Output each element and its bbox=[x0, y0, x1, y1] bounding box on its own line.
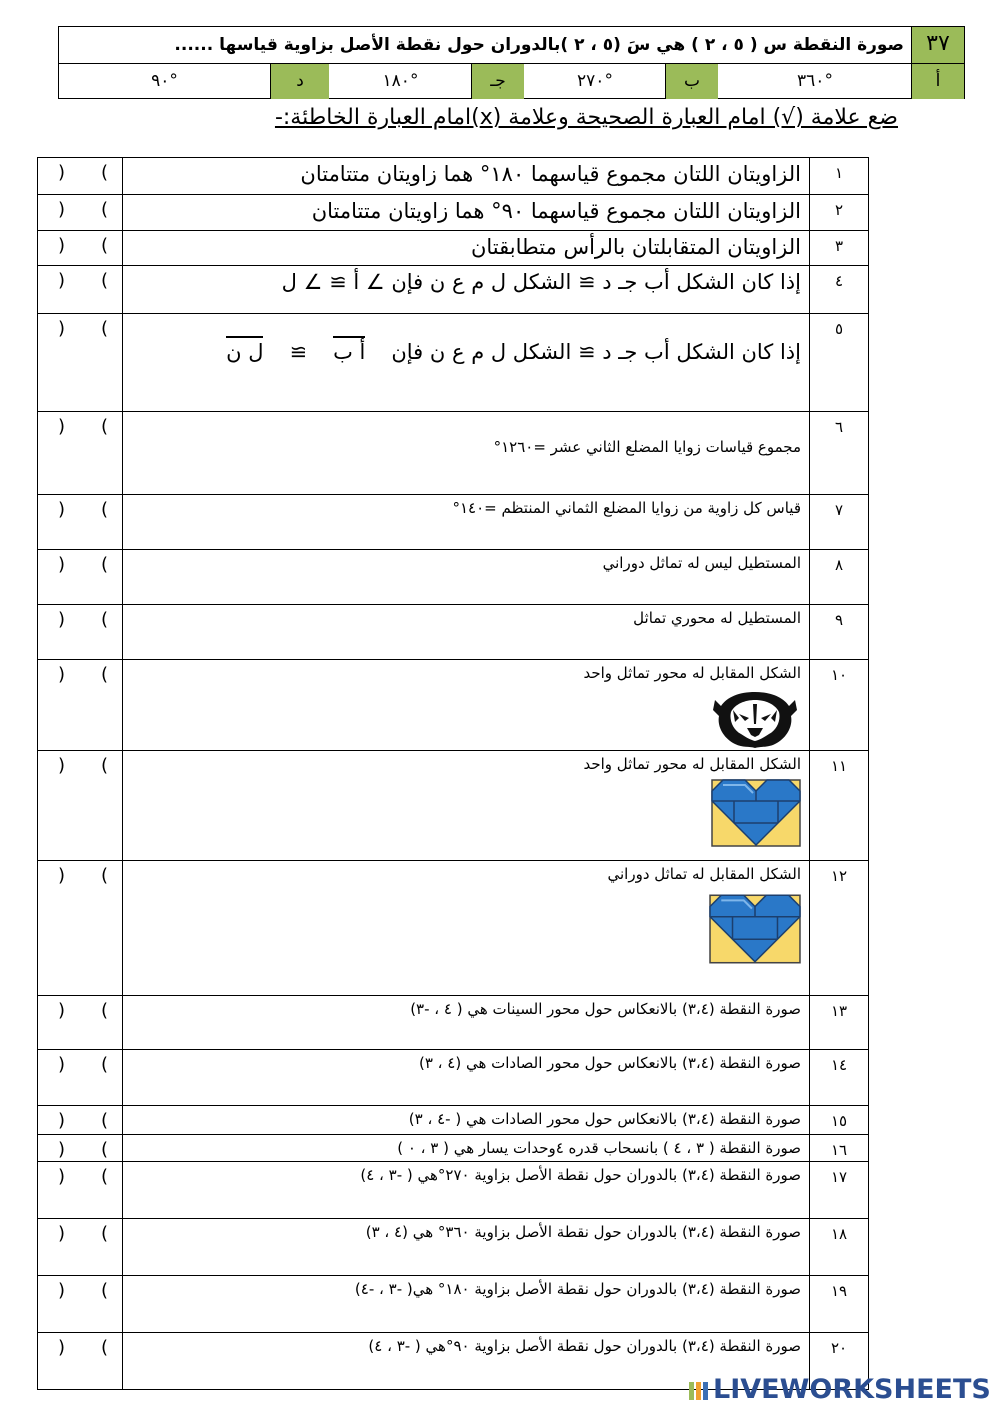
answer-paren-close: ) bbox=[100, 609, 108, 630]
statement-text-main: مجموع قياسات زوايا المضلع الثاني عشر =١٢٦٠° bbox=[493, 438, 801, 456]
answer-paren-open: ( bbox=[58, 162, 66, 183]
mcq-option-c-letter[interactable]: جـ bbox=[471, 64, 524, 99]
statement-text bbox=[123, 1219, 810, 1276]
statement-row bbox=[38, 550, 869, 605]
statement-text-main: صورة النقطة (٣،٤) بالدوران حول نقطة الأصل بزاوية ١٨٠° هي( -٣ ، -٤) bbox=[354, 1280, 801, 1298]
segment-ab: أ ب bbox=[333, 336, 365, 364]
statement-number: ١ bbox=[810, 158, 869, 195]
statement-text-main: الزاويتان المتقابلتان بالرأس متطابقتان bbox=[470, 235, 801, 259]
mcq-option-a-letter[interactable]: أ bbox=[911, 64, 964, 99]
statement-row bbox=[38, 605, 869, 660]
statement-row bbox=[38, 158, 869, 195]
answer-paren-open: ( bbox=[58, 1110, 66, 1131]
answer-box[interactable] bbox=[38, 314, 123, 412]
statement-text-main: الشكل المقابل له محور تماثل واحد bbox=[583, 755, 801, 773]
statement-row bbox=[38, 1106, 869, 1135]
statement-text bbox=[123, 158, 810, 195]
statement-text bbox=[123, 861, 810, 996]
statement-number: ٦ bbox=[810, 412, 869, 495]
answer-paren-close: ) bbox=[100, 416, 108, 437]
answer-paren-open: ( bbox=[58, 499, 66, 520]
answer-paren-open: ( bbox=[58, 554, 66, 575]
statement-text bbox=[123, 195, 810, 231]
instruction-heading: ضع علامة (√) امام العبارة الصحيحة وعلامة (x)امام العبارة الخاطئة:- bbox=[274, 105, 898, 130]
statement-text bbox=[123, 660, 810, 751]
answer-box[interactable] bbox=[38, 861, 123, 996]
statement-text bbox=[123, 605, 810, 660]
statement-text-main: صورة النقطة ( ٣ ، ٤ ) بانسحاب قدره ٤وحدات يسار هي ( ٣ ، ٠ ) bbox=[397, 1139, 801, 1157]
statement-number: ٩ bbox=[810, 605, 869, 660]
true-false-table bbox=[37, 157, 869, 1390]
answer-box[interactable] bbox=[38, 1276, 123, 1333]
statement-text-main: قياس كل زاوية من زوايا المضلع الثماني المنتظم =١٤٠° bbox=[452, 499, 801, 517]
answer-box[interactable] bbox=[38, 231, 123, 266]
congruent-symbol: ≅ bbox=[289, 340, 308, 364]
statement-number: ٤ bbox=[810, 266, 869, 314]
mcq-question-text: صورة النقطة س ( ٥ ، ٢ ) هي سَ (٥ ، ٢ )بالدوران حول نقطة الأصل بزاوية قياسها ...... bbox=[174, 35, 904, 55]
answer-box[interactable] bbox=[38, 1135, 123, 1162]
answer-box[interactable] bbox=[38, 266, 123, 314]
answer-paren-close: ) bbox=[100, 1000, 108, 1021]
answer-paren-close: ) bbox=[100, 162, 108, 183]
answer-paren-open: ( bbox=[58, 199, 66, 220]
liveworksheets-logo-text: LIVEWORKSHEETS bbox=[713, 1374, 991, 1405]
statement-text bbox=[123, 751, 810, 861]
statement-text-main: الزاويتان اللتان مجموع قياسهما ٩٠° هما زاويتان متتامتان bbox=[311, 199, 801, 223]
answer-paren-open: ( bbox=[58, 1223, 66, 1244]
answer-paren-open: ( bbox=[58, 664, 66, 685]
statement-row bbox=[38, 996, 869, 1050]
answer-paren-close: ) bbox=[100, 1337, 108, 1358]
answer-paren-close: ) bbox=[100, 1280, 108, 1301]
statement-number: ٢٠ bbox=[810, 1333, 869, 1390]
answer-paren-open: ( bbox=[58, 1000, 66, 1021]
statement-number: ١٤ bbox=[810, 1050, 869, 1106]
mcq-question-number: ٣٧ bbox=[911, 27, 964, 63]
answer-paren-close: ) bbox=[100, 1223, 108, 1244]
statement-row bbox=[38, 660, 869, 751]
answer-box[interactable] bbox=[38, 550, 123, 605]
statement-row bbox=[38, 1219, 869, 1276]
statement-number: ١٦ bbox=[810, 1135, 869, 1162]
answer-paren-open: ( bbox=[58, 1166, 66, 1187]
answer-paren-close: ) bbox=[100, 199, 108, 220]
statement-text bbox=[123, 1050, 810, 1106]
statement-row bbox=[38, 1050, 869, 1106]
statement-number: ٣ bbox=[810, 231, 869, 266]
answer-box[interactable] bbox=[38, 195, 123, 231]
answer-paren-open: ( bbox=[58, 755, 66, 776]
answer-paren-open: ( bbox=[58, 1139, 66, 1160]
statement-row bbox=[38, 266, 869, 314]
answer-paren-close: ) bbox=[100, 270, 108, 291]
answer-paren-close: ) bbox=[100, 664, 108, 685]
statement-number: ١٥ bbox=[810, 1106, 869, 1135]
statement-text-main: صورة النقطة (٣،٤) بالانعكاس حول محور الصادات هي ( -٤ ، ٣) bbox=[408, 1110, 801, 1128]
answer-paren-close: ) bbox=[100, 755, 108, 776]
answer-box[interactable] bbox=[38, 495, 123, 550]
answer-paren-open: ( bbox=[58, 1280, 66, 1301]
statement-number: ٧ bbox=[810, 495, 869, 550]
answer-paren-open: ( bbox=[58, 318, 66, 339]
answer-paren-open: ( bbox=[58, 609, 66, 630]
statement-text-main: إذا كان الشكل أب جـ د ≅ الشكل ل م ع ن فإن ∠ أ ≅ ∠ ل bbox=[281, 270, 801, 294]
statement-number: ١٠ bbox=[810, 660, 869, 751]
answer-paren-close: ) bbox=[100, 318, 108, 339]
statement-row bbox=[38, 314, 869, 412]
statement-text bbox=[123, 412, 810, 495]
mcq-option-d-value[interactable]: ٩٠° bbox=[151, 71, 178, 91]
statement-number: ٢ bbox=[810, 195, 869, 231]
answer-box[interactable] bbox=[38, 1333, 123, 1390]
answer-paren-open: ( bbox=[58, 235, 66, 256]
liveworksheets-logo bbox=[688, 1374, 991, 1408]
statement-text bbox=[123, 231, 810, 266]
answer-paren-close: ) bbox=[100, 1054, 108, 1075]
statement-text-main: صورة النقطة (٣،٤) بالدوران حول نقطة الأصل بزاوية ٩٠°هي ( -٣ ، ٤) bbox=[368, 1337, 801, 1355]
statement-text bbox=[123, 495, 810, 550]
answer-box[interactable] bbox=[38, 751, 123, 861]
answer-box[interactable] bbox=[38, 1162, 123, 1219]
answer-box[interactable] bbox=[38, 660, 123, 751]
statement-number: ١٨ bbox=[810, 1219, 869, 1276]
answer-box[interactable] bbox=[38, 412, 123, 495]
heart-figure-rotational bbox=[709, 889, 801, 969]
statement-row bbox=[38, 412, 869, 495]
liveworksheets-logo-icon bbox=[688, 1380, 710, 1402]
mcq-option-b-value[interactable]: ٢٧٠° bbox=[523, 64, 666, 99]
answer-paren-close: ) bbox=[100, 1139, 108, 1160]
answer-box[interactable] bbox=[38, 1106, 123, 1135]
statement-text-main: صورة النقطة (٣،٤) بالدوران حول نقطة الأصل بزاوية ٣٦٠° هي (٤ ، ٣) bbox=[365, 1223, 801, 1241]
answer-box[interactable] bbox=[38, 158, 123, 195]
statement-text bbox=[123, 1162, 810, 1219]
segment-ln: ل ن bbox=[226, 336, 263, 364]
statement-number: ١١ bbox=[810, 751, 869, 861]
statement-row bbox=[38, 1135, 869, 1162]
answer-paren-close: ) bbox=[100, 499, 108, 520]
answer-paren-open: ( bbox=[58, 1054, 66, 1075]
answer-paren-close: ) bbox=[100, 1166, 108, 1187]
statement-row bbox=[38, 1276, 869, 1333]
answer-paren-close: ) bbox=[100, 865, 108, 886]
mcq-option-d-letter[interactable]: د bbox=[270, 64, 329, 99]
statement-text-main: المستطيل له محوري تماثل bbox=[633, 609, 801, 627]
answer-paren-open: ( bbox=[58, 416, 66, 437]
statement-text bbox=[123, 550, 810, 605]
answer-paren-open: ( bbox=[58, 865, 66, 886]
statement-text bbox=[123, 996, 810, 1050]
answer-paren-close: ) bbox=[100, 235, 108, 256]
statement-row bbox=[38, 751, 869, 861]
statement-number: ٥ bbox=[810, 314, 869, 412]
statement-text-main: الشكل المقابل له تماثل دوراني bbox=[607, 865, 801, 883]
answer-paren-open: ( bbox=[58, 270, 66, 291]
statement-text bbox=[123, 266, 810, 314]
statement-number: ١٩ bbox=[810, 1276, 869, 1333]
statement-text-main: المستطيل ليس له تماثل دوراني bbox=[602, 554, 801, 572]
statement-text-main: صورة النقطة (٣،٤) بالانعكاس حول محور الصادات هي (٤ ، ٣) bbox=[418, 1054, 801, 1072]
mcq-option-b-letter[interactable]: ب bbox=[665, 64, 718, 99]
statement-text bbox=[123, 314, 810, 412]
statement-number: ١٧ bbox=[810, 1162, 869, 1219]
heart-figure bbox=[711, 779, 801, 847]
statement-text-main: الزاويتان اللتان مجموع قياسهما ١٨٠° هما زاويتان متتامتان bbox=[300, 162, 801, 186]
answer-box[interactable] bbox=[38, 996, 123, 1050]
statement-row bbox=[38, 195, 869, 231]
statement-number: ١٣ bbox=[810, 996, 869, 1050]
statement-row bbox=[38, 1162, 869, 1219]
answer-paren-close: ) bbox=[100, 554, 108, 575]
answer-box[interactable] bbox=[38, 1050, 123, 1106]
statement-row bbox=[38, 231, 869, 266]
statement-text-main: إذا كان الشكل أب جـ د ≅ الشكل ل م ع ن فإن bbox=[391, 340, 801, 364]
mcq-option-a-value[interactable]: ٣٦٠° bbox=[717, 64, 912, 99]
answer-box[interactable] bbox=[38, 605, 123, 660]
statement-row bbox=[38, 861, 869, 996]
statement-number: ١٢ bbox=[810, 861, 869, 996]
answer-paren-close: ) bbox=[100, 1110, 108, 1131]
statement-row bbox=[38, 495, 869, 550]
statement-text-main: الشكل المقابل له محور تماثل واحد bbox=[583, 664, 801, 682]
statement-text-main: صورة النقطة (٣،٤) بالدوران حول نقطة الأصل بزاوية ٢٧٠°هي ( -٣ ، ٤) bbox=[360, 1166, 801, 1184]
bear-head-figure bbox=[709, 688, 801, 750]
mcq-question-box bbox=[58, 26, 965, 99]
answer-paren-open: ( bbox=[58, 1337, 66, 1358]
answer-box[interactable] bbox=[38, 1219, 123, 1276]
statement-text-main: صورة النقطة (٣،٤) بالانعكاس حول محور السينات هي ( ٤ ، -٣) bbox=[410, 1000, 801, 1018]
statement-text bbox=[123, 1135, 810, 1162]
statement-text bbox=[123, 1106, 810, 1135]
statement-number: ٨ bbox=[810, 550, 869, 605]
statement-text bbox=[123, 1276, 810, 1333]
mcq-option-c-value[interactable]: ١٨٠° bbox=[328, 64, 472, 99]
